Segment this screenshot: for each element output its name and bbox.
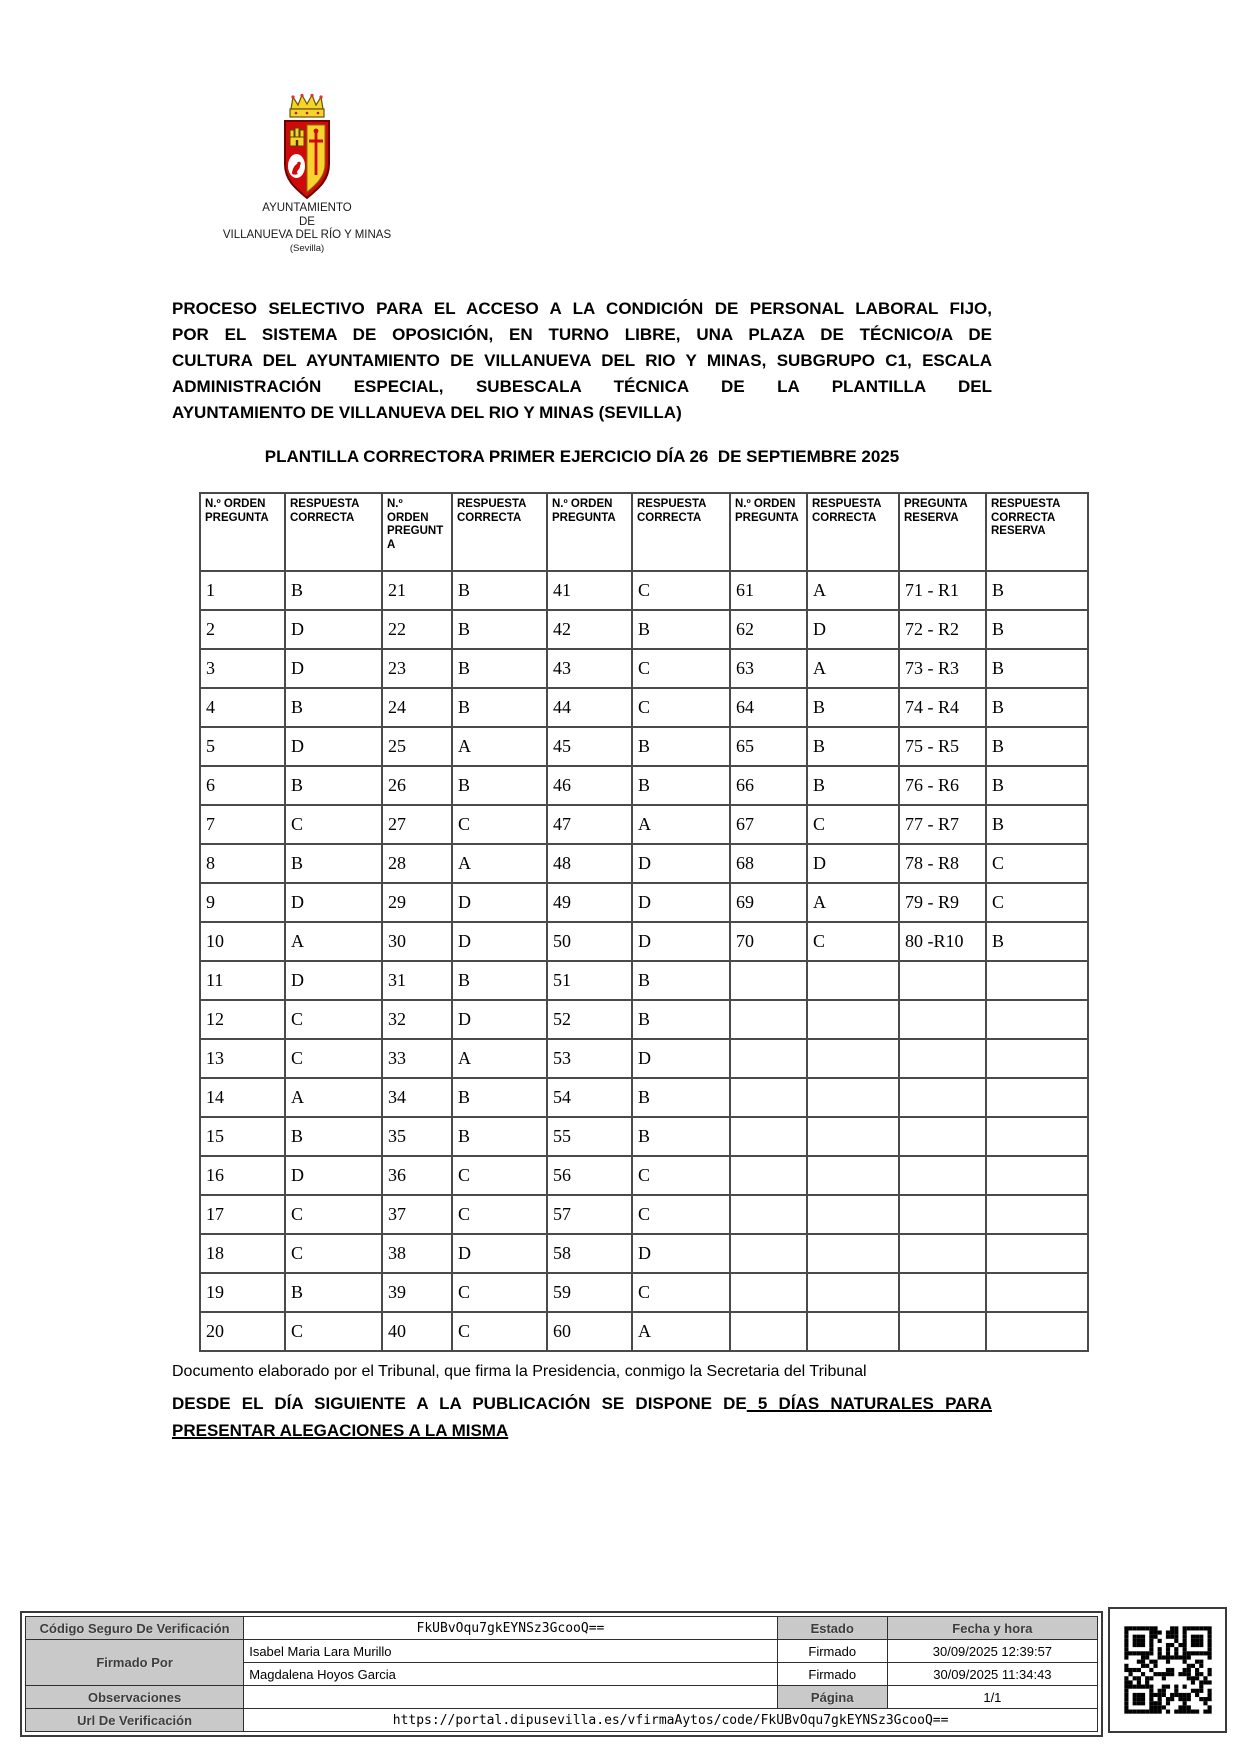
answer-cell: 7 [200,805,285,844]
verification-table [25,1616,1098,1732]
answer-cell: A [632,805,730,844]
org-name-line4: (Sevilla) [289,242,325,254]
signer-estado-1: Firmado [777,1640,887,1663]
answer-cell [899,1312,986,1351]
answer-cell [807,1156,899,1195]
observaciones-label: Observaciones [26,1686,244,1709]
column-header: N.º ORDEN PREGUNTA [382,493,452,571]
answer-cell [730,1234,807,1273]
answer-cell: B [285,844,382,883]
answer-cell: 54 [547,1078,632,1117]
estado-label: Estado [777,1617,887,1640]
answer-cell: D [452,922,547,961]
column-header: N.º ORDEN PREGUNTA [730,493,807,571]
answer-cell: 56 [547,1156,632,1195]
answer-cell [730,1078,807,1117]
qr-code-icon [1116,1618,1220,1722]
answer-cell: 6 [200,766,285,805]
answer-cell: C [285,1039,382,1078]
answer-cell [899,1078,986,1117]
answer-cell: A [452,1039,547,1078]
answer-cell: 28 [382,844,452,883]
answer-cell: B [632,961,730,1000]
answer-row [200,571,1088,610]
answer-cell: B [285,766,382,805]
answer-cell: B [452,688,547,727]
answer-cell [986,1117,1088,1156]
tribunal-note: Documento elaborado por el Tribunal, que firma la Presidencia, conmigo la Secretaria del Tribunal [172,1363,867,1380]
answer-cell: 1 [200,571,285,610]
answer-cell: 46 [547,766,632,805]
answer-cell: B [285,688,382,727]
answer-cell: 17 [200,1195,285,1234]
answer-cell: C [452,1156,547,1195]
answer-cell [986,1312,1088,1351]
answer-cell: D [285,649,382,688]
answer-cell: 80 -R10 [899,922,986,961]
answer-cell: 22 [382,610,452,649]
org-name-line3: VILLANUEVA DEL RÍO Y MINAS [222,229,392,241]
answer-row [200,649,1088,688]
answer-cell: B [807,766,899,805]
answer-cell [899,1195,986,1234]
answer-cell: A [632,1312,730,1351]
answer-cell: 20 [200,1312,285,1351]
answer-cell: C [452,1312,547,1351]
answer-cell: 25 [382,727,452,766]
answer-cell [730,1039,807,1078]
answer-row [200,1039,1088,1078]
answer-row [200,610,1088,649]
csv-label: Código Seguro De Verificación [26,1617,244,1640]
answer-cell: 27 [382,805,452,844]
answer-cell: D [285,883,382,922]
answer-row [200,727,1088,766]
answer-cell: 53 [547,1039,632,1078]
answer-row [200,1234,1088,1273]
answer-cell [807,961,899,1000]
answer-cell: C [285,805,382,844]
answer-cell: D [807,610,899,649]
answer-cell: D [452,1000,547,1039]
url-verificacion-label: Url De Verificación [26,1709,244,1732]
answer-cell [899,1234,986,1273]
answer-cell: 79 - R9 [899,883,986,922]
answer-cell [986,961,1088,1000]
answer-cell [730,1156,807,1195]
answer-cell: C [285,1234,382,1273]
answer-row [200,688,1088,727]
answer-cell: B [285,1117,382,1156]
answer-cell: B [452,766,547,805]
column-header: N.º ORDEN PREGUNTA [200,493,285,571]
column-header: RESPUESTA CORRECTA [452,493,547,571]
answer-cell: B [632,610,730,649]
answer-cell: 23 [382,649,452,688]
answer-row [200,1117,1088,1156]
answer-cell [730,961,807,1000]
answer-cell: B [986,922,1088,961]
answer-cell: B [632,1000,730,1039]
answer-cell: 55 [547,1117,632,1156]
answer-cell: B [986,571,1088,610]
answer-cell: 48 [547,844,632,883]
answer-cell: C [632,1156,730,1195]
answer-cell: B [285,1273,382,1312]
answer-cell: 29 [382,883,452,922]
column-header: PREGUNTA RESERVA [899,493,986,571]
escudo-icon [279,92,335,202]
answer-cell [986,1156,1088,1195]
answer-cell: 4 [200,688,285,727]
fecha-hora-label: Fecha y hora [887,1617,1097,1640]
answer-cell: B [986,610,1088,649]
answer-cell: B [986,688,1088,727]
answer-cell [899,1117,986,1156]
answer-cell: 70 [730,922,807,961]
answer-cell [807,1234,899,1273]
answer-cell: C [452,1195,547,1234]
qr-box [1108,1607,1227,1733]
answer-cell [807,1195,899,1234]
answer-row [200,922,1088,961]
answer-cell: 2 [200,610,285,649]
answer-cell: 16 [200,1156,285,1195]
column-header: RESPUESTA CORRECTA [285,493,382,571]
answer-cell: 30 [382,922,452,961]
title-line: AYUNTAMIENTO DE VILLANUEVA DEL RIO Y MINAS (SEVILLA) [172,403,682,422]
answer-cell: 72 - R2 [899,610,986,649]
answer-cell: C [632,571,730,610]
answer-cell: 14 [200,1078,285,1117]
answer-cell: D [632,1039,730,1078]
answer-cell: D [285,961,382,1000]
answer-cell [807,1000,899,1039]
answer-cell: 63 [730,649,807,688]
answer-cell: 35 [382,1117,452,1156]
answer-cell: 12 [200,1000,285,1039]
answer-cell: 10 [200,922,285,961]
answer-cell [730,1273,807,1312]
answer-cell: 44 [547,688,632,727]
answer-cell: 77 - R7 [899,805,986,844]
answer-cell [807,1117,899,1156]
answer-row [200,1312,1088,1351]
firmado-por-label: Firmado Por [26,1640,244,1686]
signer-estado-2: Firmado [777,1663,887,1686]
answer-cell: 71 - R1 [899,571,986,610]
answer-cell: B [632,727,730,766]
answer-cell [899,961,986,1000]
answer-cell: 32 [382,1000,452,1039]
signer-fecha-1: 30/09/2025 12:39:57 [887,1640,1097,1663]
alegaciones-line1 [172,1390,992,1417]
answer-cell [807,1078,899,1117]
answer-cell: 61 [730,571,807,610]
answer-cell [899,1039,986,1078]
answer-cell: C [807,805,899,844]
answer-cell: 62 [730,610,807,649]
answer-cell: 76 - R6 [899,766,986,805]
answer-cell: B [807,688,899,727]
answer-cell: B [986,727,1088,766]
answer-cell: 78 - R8 [899,844,986,883]
title-line: ADMINISTRACIÓN ESPECIAL, SUBESCALA TÉCNICA DE LA PLANTILLA DEL [172,377,992,396]
answer-cell: A [285,922,382,961]
answer-cell [986,1000,1088,1039]
answer-cell: B [452,649,547,688]
verification-footer [20,1611,1103,1737]
answer-cell: B [632,766,730,805]
answer-cell: C [285,1195,382,1234]
answer-cell: 24 [382,688,452,727]
column-header: RESPUESTA CORRECTA [807,493,899,571]
answer-cell: B [986,649,1088,688]
answer-cell: 60 [547,1312,632,1351]
answer-cell: 8 [200,844,285,883]
answer-cell: C [285,1000,382,1039]
answer-row [200,844,1088,883]
answer-cell: C [632,688,730,727]
answer-cell: 41 [547,571,632,610]
answer-cell: 43 [547,649,632,688]
answer-cell: 52 [547,1000,632,1039]
answer-cell: C [632,1273,730,1312]
answer-cell: B [285,571,382,610]
answer-cell: 65 [730,727,807,766]
answer-table [199,492,1089,1352]
answer-cell: A [285,1078,382,1117]
answer-cell: 67 [730,805,807,844]
logo-block [197,92,417,255]
answer-cell: 51 [547,961,632,1000]
answer-cell: C [452,805,547,844]
answer-cell: 39 [382,1273,452,1312]
column-header: N.º ORDEN PREGUNTA [547,493,632,571]
answer-cell: 69 [730,883,807,922]
title-line: CULTURA DEL AYUNTAMIENTO DE VILLANUEVA DEL RIO Y MINAS, SUBGRUPO C1, ESCALA [172,351,992,370]
answer-cell: 34 [382,1078,452,1117]
answer-cell [986,1039,1088,1078]
answer-cell: B [452,610,547,649]
title-paragraph [172,296,992,426]
signer-name-2: Magdalena Hoyos Garcia [244,1663,777,1686]
answer-cell: 57 [547,1195,632,1234]
answer-cell [807,1273,899,1312]
answer-cell: 66 [730,766,807,805]
answer-cell: C [632,1195,730,1234]
answer-cell: 40 [382,1312,452,1351]
subtitle: PLANTILLA CORRECTORA PRIMER EJERCICIO DÍA 26 DE SEPTIEMBRE 2025 [264,447,900,466]
answer-cell: D [285,610,382,649]
answer-cell: C [285,1312,382,1351]
answer-cell: 49 [547,883,632,922]
alegaciones-text: DESDE EL DÍA SIGUIENTE A LA PUBLICACIÓN SE DISPONE DE [172,1394,747,1413]
answer-cell: 38 [382,1234,452,1273]
signer-name-1: Isabel Maria Lara Murillo [244,1640,777,1663]
answer-row [200,766,1088,805]
answer-cell: 42 [547,610,632,649]
answer-cell: D [285,727,382,766]
answer-cell: 50 [547,922,632,961]
answer-cell: B [986,805,1088,844]
column-header: RESPUESTA CORRECTA [632,493,730,571]
answer-cell: D [807,844,899,883]
title-line: PROCESO SELECTIVO PARA EL ACCESO A LA CONDICIÓN DE PERSONAL LABORAL FIJO, [172,299,992,318]
answer-cell: 37 [382,1195,452,1234]
answer-cell [730,1312,807,1351]
answer-cell [807,1039,899,1078]
title-line: POR EL SISTEMA DE OPOSICIÓN, EN TURNO LIBRE, UNA PLAZA DE TÉCNICO/A DE [172,325,992,344]
answer-row [200,1078,1088,1117]
answer-cell [986,1078,1088,1117]
org-name-line1: AYUNTAMIENTO [262,202,352,214]
answer-cell: B [452,1078,547,1117]
answer-cell: 68 [730,844,807,883]
answer-cell [899,1156,986,1195]
answer-cell: C [807,922,899,961]
answer-cell: 15 [200,1117,285,1156]
answer-cell: 64 [730,688,807,727]
answer-cell: 33 [382,1039,452,1078]
answer-row [200,1000,1088,1039]
answer-row [200,961,1088,1000]
url-verificacion-value[interactable]: https://portal.dipusevilla.es/vfirmaAytos/code/FkUBvOqu7gkEYNSz3GcooQ== [244,1709,1098,1732]
answer-cell: B [452,571,547,610]
answer-cell: D [285,1156,382,1195]
signer-fecha-2: 30/09/2025 11:34:43 [887,1663,1097,1686]
answer-cell [899,1273,986,1312]
answer-cell: C [986,883,1088,922]
answer-cell: 31 [382,961,452,1000]
answer-cell: 18 [200,1234,285,1273]
answer-cell: 74 - R4 [899,688,986,727]
answer-cell [986,1195,1088,1234]
answer-cell [899,1000,986,1039]
answer-cell: A [452,844,547,883]
answer-cell: 13 [200,1039,285,1078]
column-header: RESPUESTA CORRECTA RESERVA [986,493,1088,571]
answer-row [200,1273,1088,1312]
answer-cell: A [452,727,547,766]
answer-cell: D [632,844,730,883]
answer-cell: 5 [200,727,285,766]
answer-cell: B [452,1117,547,1156]
answer-cell: 19 [200,1273,285,1312]
pagina-value: 1/1 [887,1686,1097,1709]
answer-cell: C [452,1273,547,1312]
answer-row [200,1195,1088,1234]
answer-cell: D [632,883,730,922]
answer-cell: 9 [200,883,285,922]
answer-cell: D [452,883,547,922]
answer-row [200,883,1088,922]
answer-cell: 73 - R3 [899,649,986,688]
answer-cell: A [807,649,899,688]
answer-cell: 26 [382,766,452,805]
answer-cell: 58 [547,1234,632,1273]
alegaciones-line2 [172,1417,992,1444]
answer-cell: 47 [547,805,632,844]
answer-cell: C [632,649,730,688]
answer-cell: D [632,922,730,961]
alegaciones-note [172,1390,992,1444]
answer-cell: D [632,1234,730,1273]
answer-cell [986,1234,1088,1273]
answer-cell: 11 [200,961,285,1000]
answer-cell: B [632,1117,730,1156]
answer-cell: D [452,1234,547,1273]
answer-row [200,1156,1088,1195]
answer-cell: B [452,961,547,1000]
alegaciones-underlined-text-2: PRESENTAR ALEGACIONES A LA MISMA [172,1421,509,1440]
answer-cell: 21 [382,571,452,610]
org-name-line2: DE [299,215,315,228]
answer-cell [730,1117,807,1156]
pagina-label: Página [777,1686,887,1709]
answer-cell: B [807,727,899,766]
answer-cell [730,1195,807,1234]
answer-cell [986,1273,1088,1312]
answer-cell: A [807,883,899,922]
answer-cell: B [986,766,1088,805]
answer-cell [807,1312,899,1351]
answer-row [200,805,1088,844]
answer-cell: C [986,844,1088,883]
answer-cell: B [632,1078,730,1117]
csv-value: FkUBvOqu7gkEYNSz3GcooQ== [244,1617,777,1640]
observaciones-value [244,1686,777,1709]
answer-cell: 3 [200,649,285,688]
answer-cell: 36 [382,1156,452,1195]
answer-cell: 59 [547,1273,632,1312]
alegaciones-underlined-text: 5 DÍAS NATURALES PARA [746,1394,992,1413]
answer-cell: 45 [547,727,632,766]
answer-cell [730,1000,807,1039]
answer-cell: 75 - R5 [899,727,986,766]
answer-cell: A [807,571,899,610]
